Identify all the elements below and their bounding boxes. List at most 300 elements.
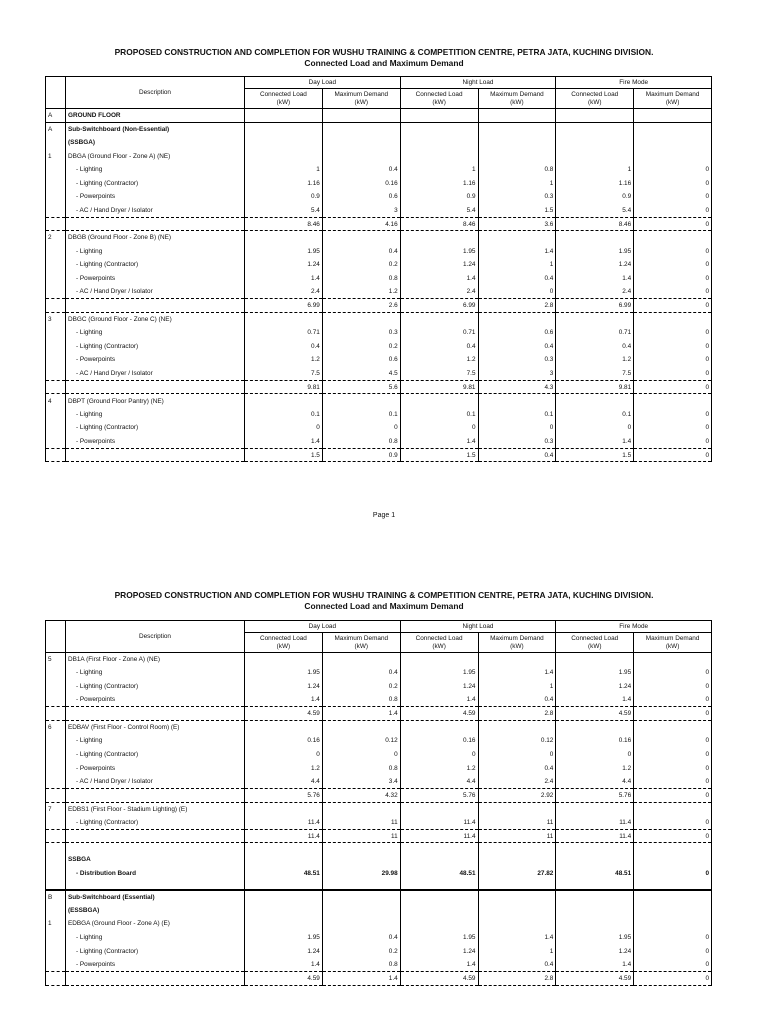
value-cell [478, 802, 556, 816]
table-row [46, 802, 712, 816]
value-cell: 0.4 [322, 163, 400, 177]
value-cell: 1 [400, 163, 478, 177]
row-code [46, 190, 66, 204]
row-code [46, 734, 66, 748]
value-cell: 0 [400, 748, 478, 762]
table-row [46, 109, 712, 123]
value-cell [556, 231, 634, 245]
row-code [46, 299, 66, 313]
table-row [46, 448, 712, 462]
row-description: - Lighting (Contractor) [66, 816, 245, 830]
value-cell [634, 843, 712, 853]
value-cell [245, 394, 323, 408]
table-row [46, 285, 712, 299]
value-cell: 3.4 [322, 775, 400, 789]
value-cell: 1.5 [478, 204, 556, 218]
value-cell [478, 122, 556, 136]
value-cell [634, 917, 712, 931]
value-cell [556, 136, 634, 150]
value-cell: 0.8 [322, 693, 400, 707]
row-code [46, 748, 66, 762]
row-description: - Lighting [66, 326, 245, 340]
value-cell: 4.4 [245, 775, 323, 789]
value-cell: 5.76 [245, 788, 323, 802]
value-cell: 0 [634, 666, 712, 680]
value-cell: 4.3 [478, 380, 556, 394]
table-row [46, 890, 712, 904]
row-code [46, 880, 66, 890]
table-row [46, 176, 712, 190]
value-cell: 0 [634, 408, 712, 422]
value-cell: 0.2 [322, 944, 400, 958]
table-row [46, 340, 712, 354]
value-cell [400, 720, 478, 734]
row-code [46, 244, 66, 258]
value-cell: 0 [634, 204, 712, 218]
value-cell: 4.16 [322, 217, 400, 231]
value-cell: 0 [634, 285, 712, 299]
document-title-repeat: PROPOSED CONSTRUCTION AND COMPLETION FOR WUSHU TRAINING & COMPETITION CENTRE, PETRA JATA, KUCHING DIVISION. [114, 590, 654, 600]
header-maximum-demand [322, 633, 400, 653]
header-connected-load [245, 89, 323, 109]
table-row [46, 217, 712, 231]
row-description: EDBGA (Ground Floor - Zone A) (E) [66, 917, 245, 931]
table-row [46, 680, 712, 694]
header-label: Maximum Demand [490, 90, 544, 98]
value-cell: 0.4 [478, 272, 556, 286]
value-cell: 11.4 [245, 829, 323, 843]
row-code [46, 176, 66, 190]
value-cell: 0 [556, 748, 634, 762]
table-row [46, 367, 712, 381]
row-description: - Lighting (Contractor) [66, 421, 245, 435]
row-description: - Lighting [66, 408, 245, 422]
table-row [46, 707, 712, 721]
row-code [46, 217, 66, 231]
value-cell: 1.4 [400, 958, 478, 972]
row-code [46, 853, 66, 867]
value-cell: 4.32 [322, 788, 400, 802]
row-code [46, 904, 66, 918]
value-cell [400, 109, 478, 123]
value-cell: 0 [478, 421, 556, 435]
value-cell: 1 [478, 944, 556, 958]
value-cell [478, 843, 556, 853]
value-cell [400, 394, 478, 408]
table-row [46, 299, 712, 313]
value-cell: 11 [322, 829, 400, 843]
value-cell [322, 843, 400, 853]
value-cell: 1.2 [400, 353, 478, 367]
value-cell [400, 843, 478, 853]
row-code [46, 680, 66, 694]
value-cell [322, 917, 400, 931]
row-code [46, 435, 66, 449]
header-unit: (kW) [588, 642, 602, 650]
table-row [46, 829, 712, 843]
value-cell: 4.5 [322, 367, 400, 381]
value-cell: 0 [634, 931, 712, 945]
table-row [46, 734, 712, 748]
value-cell [322, 880, 400, 890]
value-cell [322, 802, 400, 816]
value-cell [322, 122, 400, 136]
value-cell: 0 [478, 285, 556, 299]
row-description: - AC / Hand Dryer / Isolator [66, 285, 245, 299]
row-code: 2 [46, 231, 66, 245]
value-cell [400, 880, 478, 890]
value-cell: 0.3 [478, 435, 556, 449]
header-label: Connected Load [415, 90, 463, 98]
row-code: A [46, 109, 66, 123]
value-cell [322, 149, 400, 163]
row-code: 1 [46, 149, 66, 163]
header-connected-load [400, 89, 478, 109]
value-cell [245, 853, 323, 867]
row-code [46, 843, 66, 853]
value-cell [634, 853, 712, 867]
value-cell: 0.4 [478, 761, 556, 775]
value-cell: 1.4 [245, 693, 323, 707]
value-cell: 4.4 [556, 775, 634, 789]
table-row [46, 748, 712, 762]
value-cell: 1.4 [400, 693, 478, 707]
value-cell [478, 904, 556, 918]
table-row [46, 853, 712, 867]
value-cell: 1.95 [400, 244, 478, 258]
header-maximum-demand [478, 633, 556, 653]
value-cell [245, 890, 323, 904]
row-description: DBGB (Ground Floor - Zone B) (NE) [66, 231, 245, 245]
row-code [46, 353, 66, 367]
value-cell: 1.24 [245, 680, 323, 694]
value-cell [245, 843, 323, 853]
value-cell: 6.99 [556, 299, 634, 313]
value-cell [478, 394, 556, 408]
value-cell: 0 [634, 734, 712, 748]
table-row [46, 190, 712, 204]
value-cell: 4.59 [556, 972, 634, 986]
table-row [46, 204, 712, 218]
row-description: - Lighting [66, 931, 245, 945]
header-day-load: Day Load [245, 77, 401, 89]
value-cell [556, 802, 634, 816]
header-connected-load [556, 633, 634, 653]
row-description: - Lighting [66, 244, 245, 258]
row-description [66, 880, 245, 890]
row-code [46, 931, 66, 945]
table-row [46, 693, 712, 707]
table-row [46, 149, 712, 163]
value-cell: 1.5 [400, 448, 478, 462]
value-cell: 0.2 [322, 680, 400, 694]
value-cell: 5.76 [556, 788, 634, 802]
header-fire-mode: Fire Mode [556, 77, 712, 89]
value-cell: 2.8 [478, 707, 556, 721]
value-cell: 11.4 [556, 816, 634, 830]
value-cell [400, 653, 478, 667]
value-cell: 0.1 [478, 408, 556, 422]
value-cell: 0.4 [478, 448, 556, 462]
value-cell: 0.4 [478, 958, 556, 972]
value-cell [245, 231, 323, 245]
value-cell: 1 [556, 163, 634, 177]
value-cell [634, 149, 712, 163]
value-cell [400, 122, 478, 136]
value-cell: 2.4 [556, 285, 634, 299]
value-cell: 1.4 [322, 972, 400, 986]
value-cell [634, 312, 712, 326]
row-code [46, 816, 66, 830]
value-cell: 27.82 [478, 866, 556, 880]
table-row [46, 244, 712, 258]
value-cell: 1.95 [245, 244, 323, 258]
value-cell: 1 [478, 258, 556, 272]
row-code: 7 [46, 802, 66, 816]
table-row [46, 326, 712, 340]
value-cell: 11.4 [400, 816, 478, 830]
value-cell: 1.2 [400, 761, 478, 775]
value-cell [556, 904, 634, 918]
value-cell: 2.4 [245, 285, 323, 299]
table-row [46, 843, 712, 853]
value-cell: 0.4 [400, 340, 478, 354]
header-unit: (kW) [510, 98, 524, 106]
value-cell: 0.6 [322, 190, 400, 204]
row-code [46, 761, 66, 775]
header-maximum-demand [478, 89, 556, 109]
row-code [46, 258, 66, 272]
value-cell: 0.12 [322, 734, 400, 748]
value-cell [478, 231, 556, 245]
header-unit: (kW) [432, 642, 446, 650]
value-cell [245, 720, 323, 734]
row-code: 1 [46, 917, 66, 931]
row-description [66, 829, 245, 843]
value-cell: 48.51 [400, 866, 478, 880]
value-cell [634, 109, 712, 123]
value-cell [245, 802, 323, 816]
value-cell: 0.6 [322, 353, 400, 367]
value-cell: 1.4 [556, 958, 634, 972]
value-cell: 1.4 [556, 435, 634, 449]
value-cell: 0 [634, 707, 712, 721]
value-cell [400, 149, 478, 163]
value-cell [556, 394, 634, 408]
value-cell: 1.2 [556, 761, 634, 775]
value-cell [634, 904, 712, 918]
header-cell-blank [46, 621, 66, 653]
header-unit: (kW) [432, 98, 446, 106]
row-description: DBPT (Ground Floor Pantry) (NE) [66, 394, 245, 408]
table-row [46, 775, 712, 789]
value-cell [245, 917, 323, 931]
value-cell: 1.4 [245, 272, 323, 286]
value-cell: 4.59 [400, 972, 478, 986]
header-label: Connected Load [571, 634, 619, 642]
value-cell [556, 853, 634, 867]
table-row [46, 944, 712, 958]
value-cell [478, 653, 556, 667]
table-row [46, 353, 712, 367]
value-cell [556, 843, 634, 853]
value-cell: 1.16 [556, 176, 634, 190]
value-cell: 1.95 [556, 666, 634, 680]
value-cell: 6.99 [245, 299, 323, 313]
row-description: DBGA (Ground Floor - Zone A) (NE) [66, 149, 245, 163]
value-cell [478, 880, 556, 890]
value-cell: 0.8 [322, 761, 400, 775]
value-cell: 1.16 [400, 176, 478, 190]
value-cell: 0 [634, 761, 712, 775]
row-description: - Lighting (Contractor) [66, 176, 245, 190]
value-cell: 0.2 [322, 258, 400, 272]
row-description: - Lighting (Contractor) [66, 258, 245, 272]
value-cell: 0.6 [478, 326, 556, 340]
value-cell: 0.71 [556, 326, 634, 340]
table-row [46, 720, 712, 734]
row-code: B [46, 890, 66, 904]
table-row [46, 666, 712, 680]
value-cell: 1.24 [556, 258, 634, 272]
row-description: - Lighting (Contractor) [66, 340, 245, 354]
table-row [46, 931, 712, 945]
value-cell: 1.4 [478, 244, 556, 258]
row-code: 3 [46, 312, 66, 326]
value-cell: 0.8 [478, 163, 556, 177]
value-cell: 1.24 [400, 944, 478, 958]
row-description: (SSBGA) [66, 136, 245, 150]
value-cell [556, 880, 634, 890]
header-description: Description [66, 77, 245, 109]
value-cell [400, 890, 478, 904]
value-cell: 1.16 [245, 176, 323, 190]
value-cell: 0 [634, 680, 712, 694]
header-label: Maximum Demand [645, 90, 700, 98]
row-description: - Powerpoints [66, 272, 245, 286]
row-code [46, 972, 66, 986]
value-cell [322, 653, 400, 667]
row-code [46, 326, 66, 340]
value-cell: 0 [634, 829, 712, 843]
value-cell: 0.1 [556, 408, 634, 422]
header-label: Maximum Demand [490, 634, 544, 642]
value-cell [478, 136, 556, 150]
row-description: - Powerpoints [66, 435, 245, 449]
table-row [46, 408, 712, 422]
value-cell: 0 [322, 421, 400, 435]
value-cell: 1.24 [400, 680, 478, 694]
value-cell: 5.6 [322, 380, 400, 394]
row-code [46, 204, 66, 218]
header-night-load: Night Load [400, 621, 556, 633]
row-description: - Powerpoints [66, 693, 245, 707]
value-cell: 2.8 [478, 299, 556, 313]
value-cell: 1.4 [322, 707, 400, 721]
value-cell: 0 [634, 448, 712, 462]
value-cell: 0 [634, 748, 712, 762]
header-unit: (kW) [665, 642, 680, 650]
row-description [66, 843, 245, 853]
row-code [46, 666, 66, 680]
value-cell: 1.95 [245, 666, 323, 680]
value-cell: 5.76 [400, 788, 478, 802]
value-cell: 1.24 [400, 258, 478, 272]
header-day-load: Day Load [245, 621, 401, 633]
row-description: GROUND FLOOR [66, 109, 245, 123]
row-description: - Powerpoints [66, 353, 245, 367]
row-code [46, 775, 66, 789]
value-cell: 0.4 [322, 244, 400, 258]
value-cell: 3 [478, 367, 556, 381]
value-cell [478, 917, 556, 931]
row-description [66, 217, 245, 231]
value-cell: 11.4 [245, 816, 323, 830]
value-cell: 0 [634, 380, 712, 394]
value-cell: 0 [634, 775, 712, 789]
header-label: Maximum Demand [334, 90, 389, 98]
row-code [46, 693, 66, 707]
value-cell: 0.1 [245, 408, 323, 422]
value-cell [400, 136, 478, 150]
header-label: Connected Load [571, 90, 619, 98]
value-cell: 1.4 [556, 693, 634, 707]
value-cell: 1.2 [322, 285, 400, 299]
value-cell: 0 [634, 353, 712, 367]
value-cell: 1.4 [478, 931, 556, 945]
value-cell: 8.46 [400, 217, 478, 231]
value-cell: 0.2 [322, 340, 400, 354]
row-description: (ESSBGA) [66, 904, 245, 918]
header-label: Maximum Demand [334, 634, 389, 642]
value-cell: 0 [634, 299, 712, 313]
value-cell: 9.81 [245, 380, 323, 394]
row-description: Sub-Switchboard (Non-Essential) [66, 122, 245, 136]
value-cell [478, 720, 556, 734]
page-number: Page 1 [372, 512, 396, 519]
row-code: A [46, 122, 66, 136]
value-cell: 2.6 [322, 299, 400, 313]
value-cell: 1.4 [400, 435, 478, 449]
row-code [46, 380, 66, 394]
value-cell: 2.4 [478, 775, 556, 789]
value-cell: 0 [634, 326, 712, 340]
value-cell: 0 [634, 693, 712, 707]
value-cell [478, 312, 556, 326]
header-maximum-demand [322, 89, 400, 109]
load-table-page-2 [45, 620, 712, 986]
row-code [46, 788, 66, 802]
value-cell: 2.8 [478, 972, 556, 986]
row-description: - AC / Hand Dryer / Isolator [66, 204, 245, 218]
row-description: - Lighting [66, 163, 245, 177]
table-row [46, 761, 712, 775]
value-cell: 0 [634, 788, 712, 802]
document-title: PROPOSED CONSTRUCTION AND COMPLETION FOR WUSHU TRAINING & COMPETITION CENTRE, PETRA JATA, KUCHING DIVISION. [114, 47, 654, 57]
value-cell: 0.16 [400, 734, 478, 748]
header-unit: (kW) [276, 642, 291, 650]
value-cell: 4.59 [400, 707, 478, 721]
value-cell [400, 904, 478, 918]
row-description: DBGC (Ground Floor - Zone C) (NE) [66, 312, 245, 326]
value-cell: 0 [634, 421, 712, 435]
value-cell [634, 880, 712, 890]
row-description [66, 448, 245, 462]
row-code [46, 136, 66, 150]
value-cell: 1 [478, 176, 556, 190]
value-cell [322, 109, 400, 123]
row-description: - Lighting [66, 666, 245, 680]
